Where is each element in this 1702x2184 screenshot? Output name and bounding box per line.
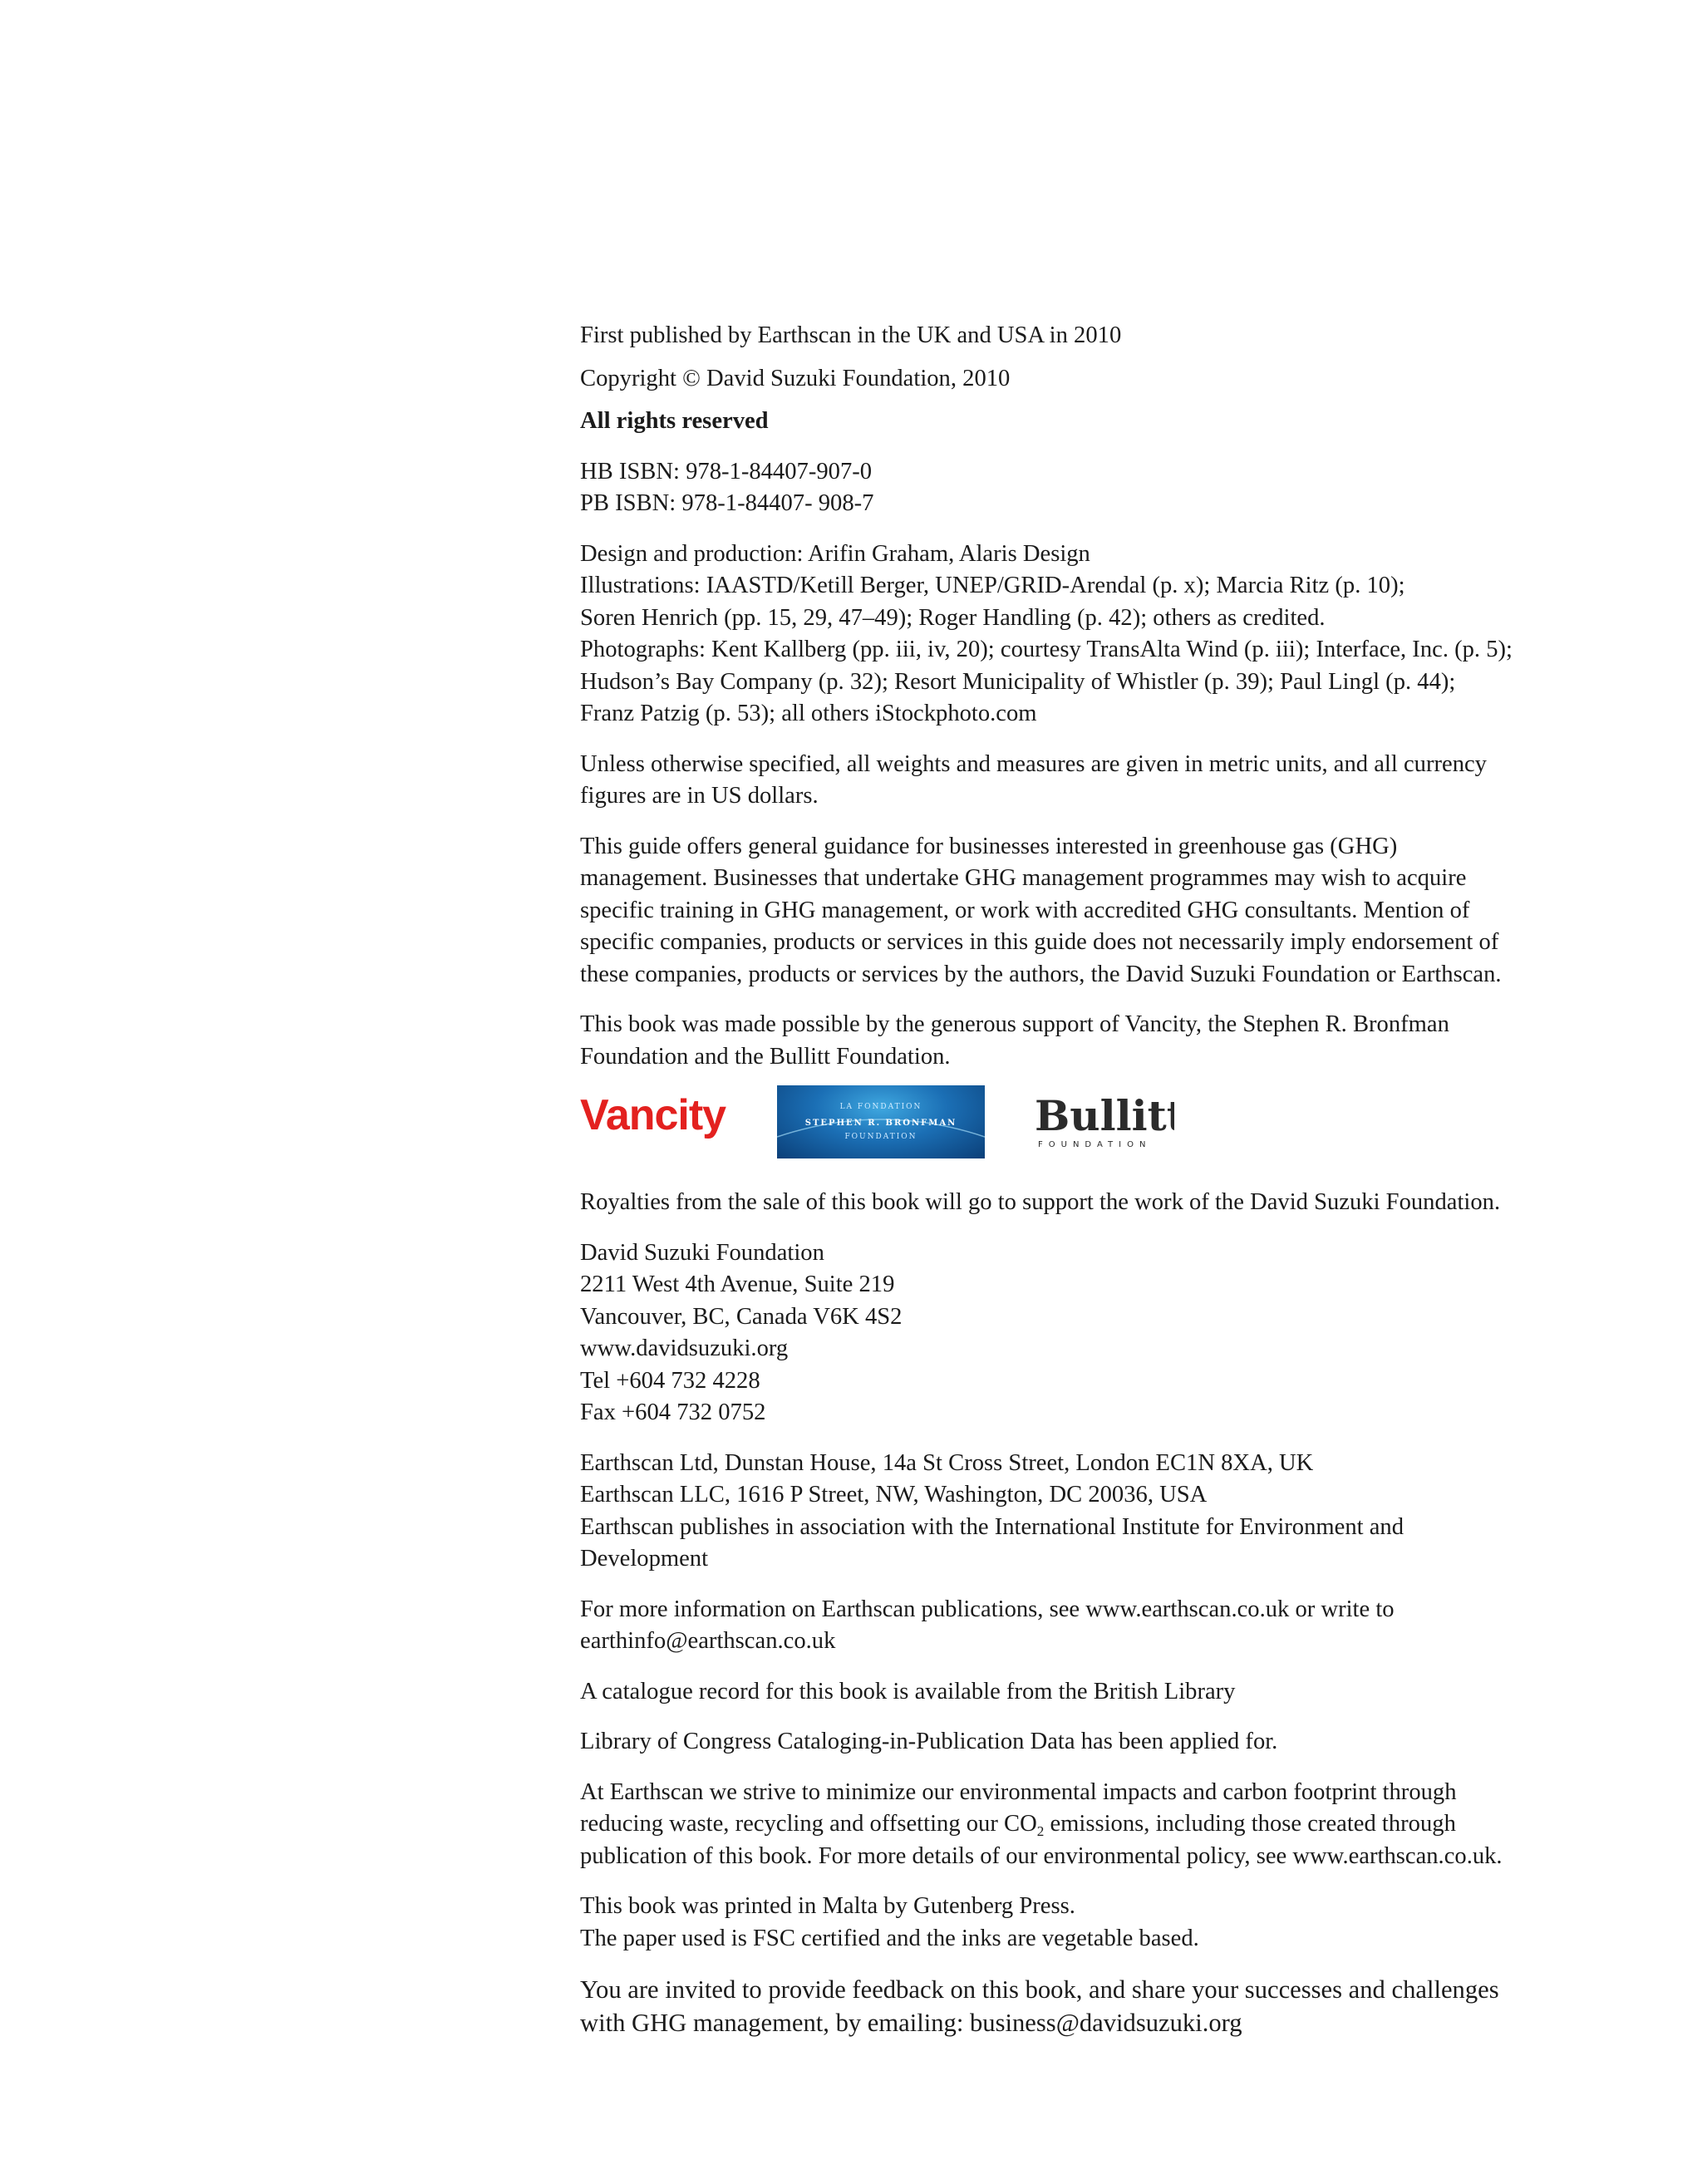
- bullitt-foundation-logo: [1033, 1089, 1174, 1157]
- dsf-address-block: [580, 1237, 1677, 1429]
- environment-line: At Earthscan we strive to minimize our environmental impacts and carbon footprint through: [580, 1778, 1457, 1805]
- bullitt-logo-text: Bullitt: [1035, 1091, 1174, 1140]
- co2-subscript: 2: [1036, 1823, 1045, 1839]
- pb-isbn: PB ISBN: 978-1-84407- 908-7: [580, 490, 874, 516]
- environment-line: publication of this book. For more details of our environmental policy, see www.earthscan.co.uk.: [580, 1842, 1503, 1869]
- disclaimer: This guide offers general guidance for businesses interested in greenhouse gas (GHG) management. Businesses that undertake GHG management programmes may wish to acquire specific training in GHG management, or work with accredited GHG consultants. Mention of specific companies, products or services in this guide does not necessarily imply endorsement of these companies, products or services by the authors, the David Suzuki Foundation or Earthscan.: [580, 833, 1502, 987]
- bullitt-logo-subtext: FOUNDATION: [1038, 1140, 1152, 1149]
- credits-block: [580, 539, 1677, 730]
- bronfman-logo-bottom-text: FOUNDATION: [844, 1133, 917, 1141]
- address-line: Earthscan Ltd, Dunstan House, 14a St Cross Street, London EC1N 8XA, UK: [580, 1449, 1314, 1476]
- royalties-note: Royalties from the sale of this book will go to support the work of the David Suzuki Foundation.: [580, 1189, 1501, 1215]
- credit-line: Hudson’s Bay Company (p. 32); Resort Municipality of Whistler (p. 39); Paul Lingl (p. 44);: [580, 668, 1456, 695]
- website-link[interactable]: www.davidsuzuki.org: [580, 1335, 789, 1361]
- loc-note: Library of Congress Cataloging-in-Publication Data has been applied for.: [580, 1729, 1278, 1754]
- catalogue-note: A catalogue record for this book is available from the British Library: [580, 1678, 1236, 1704]
- credit-line: Photographs: Kent Kallberg (pp. iii, iv, 20); courtesy TransAlta Wind (p. iii); Interface, Inc. (p. 5);: [580, 637, 1513, 662]
- units-note: Unless otherwise specified, all weights and measures are given in metric units, and all currency figures are in US dollars.: [580, 750, 1487, 809]
- sponsor-logos: [580, 1085, 1677, 1168]
- association-line: Development: [580, 1546, 709, 1572]
- vancity-logo: Vancity: [580, 1091, 726, 1139]
- fax-line: Fax +604 732 0752: [580, 1399, 766, 1425]
- support-note: This book was made possible by the generous support of Vancity, the Stephen R. Bronfman Foundation and the Bullitt Foundation.: [580, 1011, 1449, 1070]
- address-line: Earthscan LLC, 1616 P Street, NW, Washington, DC 20036, USA: [580, 1482, 1208, 1508]
- address-line: David Suzuki Foundation: [580, 1239, 824, 1266]
- association-line: Earthscan publishes in association with the International Institute for Environment and: [580, 1513, 1404, 1540]
- copyright-line: Copyright © David Suzuki Foundation, 2010: [580, 365, 1011, 391]
- feedback-note: You are invited to provide feedback on this book, and share your successes and challenges with GHG management, by emailing: business@davidsuzuki.org: [580, 1975, 1499, 2037]
- isbn-block: [580, 456, 1677, 520]
- publication-line: First published by Earthscan in the UK and USA in 2010: [580, 322, 1122, 348]
- environment-note: [580, 1777, 1677, 1873]
- bronfman-logo-top-text: LA FONDATION: [839, 1103, 922, 1111]
- credit-line: Design and production: Arifin Graham, Alaris Design: [580, 540, 1090, 567]
- credit-line: Illustrations: IAASTD/Ketill Berger, UNEP/GRID-Arendal (p. x); Marcia Ritz (p. 10);: [580, 573, 1405, 598]
- phone-line: Tel +604 732 4228: [580, 1367, 760, 1394]
- copyright-text-block: [580, 320, 1677, 2039]
- earthscan-address-block: [580, 1448, 1677, 1576]
- rights-line: All rights reserved: [580, 408, 769, 434]
- credit-line: Franz Patzig (p. 53); all others iStockphoto.com: [580, 701, 1037, 726]
- co2-text: reducing waste, recycling and offsetting our CO: [580, 1811, 1037, 1837]
- address-line: 2211 West 4th Avenue, Suite 219: [580, 1272, 895, 1297]
- address-line: Vancouver, BC, Canada V6K 4S2: [580, 1303, 903, 1330]
- credit-line: Soren Henrich (pp. 15, 29, 47–49); Roger Handling (p. 42); others as credited.: [580, 604, 1326, 631]
- environment-line: [580, 1808, 1677, 1841]
- hb-isbn: HB ISBN: 978-1-84407-907-0: [580, 458, 873, 485]
- bronfman-logo-main-text: STEPHEN R. BRONFMAN: [804, 1119, 957, 1128]
- bronfman-foundation-logo: [777, 1085, 985, 1158]
- printing-note: This book was printed in Malta by Gutenberg Press. The paper used is FSC certified and the inks are vegetable based.: [580, 1893, 1199, 1951]
- emissions-text: emissions, including those created through: [1044, 1811, 1456, 1837]
- more-info-note: For more information on Earthscan publications, see www.earthscan.co.uk or write to earthinfo@earthscan.co.uk: [580, 1596, 1395, 1654]
